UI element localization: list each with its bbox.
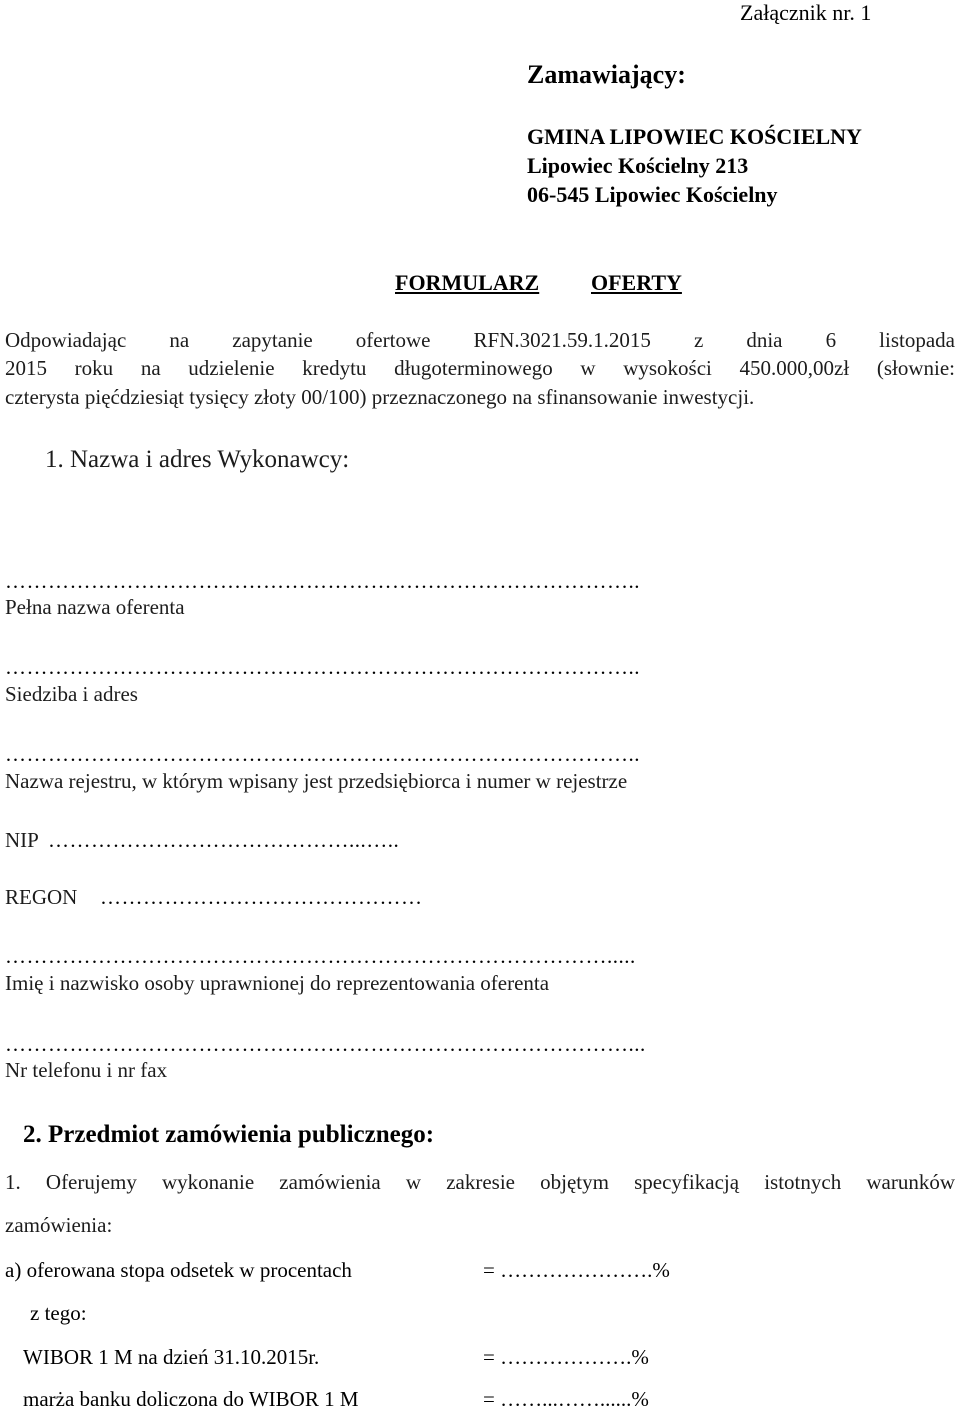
wibor-value[interactable]: = ……………….%: [483, 1345, 649, 1369]
phone-field[interactable]: ……………………………………………………………………………...: [5, 1032, 646, 1056]
form-title-formularz: FORMULARZ: [395, 270, 540, 295]
intro-line-2: 2015 roku na udzielenie kredytu długoterminowego w wysokości 450.000,00zł (słownie:: [5, 356, 955, 380]
client-address-line2: 06-545 Lipowiec Kościelny: [527, 182, 778, 207]
offer-line-1: 1. Oferujemy wykonanie zamówienia w zakresie objętym specyfikacją istotnych warunków: [5, 1170, 955, 1194]
margin-value[interactable]: = ……...……......%: [483, 1387, 649, 1411]
representative-label: Imię i nazwisko osoby uprawnionej do reprezentowania oferenta: [5, 971, 550, 995]
register-field[interactable]: ……………………………………………………………………………..: [5, 742, 640, 766]
interest-rate-value[interactable]: = ………………….%: [483, 1258, 670, 1282]
nip-label: NIP: [5, 828, 39, 852]
attachment-label: Załącznik nr. 1: [740, 0, 872, 25]
representative-field[interactable]: ………………………………………………………………………….....: [5, 944, 636, 968]
intro-line-1: Odpowiadając na zapytanie ofertowe RFN.3021.59.1.2015 z dnia 6 listopada: [5, 328, 955, 352]
seat-field[interactable]: ……………………………………………………………………………..: [5, 655, 640, 679]
section1-title: 1. Nazwa i adres Wykonawcy:: [45, 446, 350, 473]
nip-field[interactable]: ……………………………………...…..: [48, 828, 400, 852]
regon-label: REGON: [5, 885, 78, 909]
wibor-label: WIBOR 1 M na dzień 31.10.2015r.: [23, 1345, 320, 1369]
of-which-label: z tego:: [30, 1301, 87, 1325]
client-address-line1: Lipowiec Kościelny 213: [527, 153, 749, 178]
section2-title: 2. Przedmiot zamówienia publicznego:: [23, 1121, 435, 1148]
full-name-field[interactable]: ……………………………………………………………………………..: [5, 569, 640, 593]
client-name: GMINA LIPOWIEC KOŚCIELNY: [527, 124, 862, 149]
form-title-oferty: OFERTY: [591, 270, 682, 295]
phone-label: Nr telefonu i nr fax: [5, 1058, 168, 1082]
offer-line-2: zamówienia:: [5, 1213, 113, 1237]
register-label: Nazwa rejestru, w którym wpisany jest przedsiębiorca i numer w rejestrze: [5, 769, 628, 793]
seat-label: Siedziba i adres: [5, 682, 138, 706]
regon-field[interactable]: ………………………………………: [100, 885, 423, 909]
interest-rate-label: a) oferowana stopa odsetek w procentach: [5, 1258, 352, 1282]
intro-line-3: czterysta pięćdziesiąt tysięcy złoty 00/100) przeznaczonego na sfinansowanie inwestycji.: [5, 385, 755, 409]
full-name-label: Pełna nazwa oferenta: [5, 595, 185, 619]
margin-label: marża banku doliczona do WIBOR 1 M: [23, 1387, 359, 1411]
client-heading: Zamawiający:: [527, 60, 686, 89]
